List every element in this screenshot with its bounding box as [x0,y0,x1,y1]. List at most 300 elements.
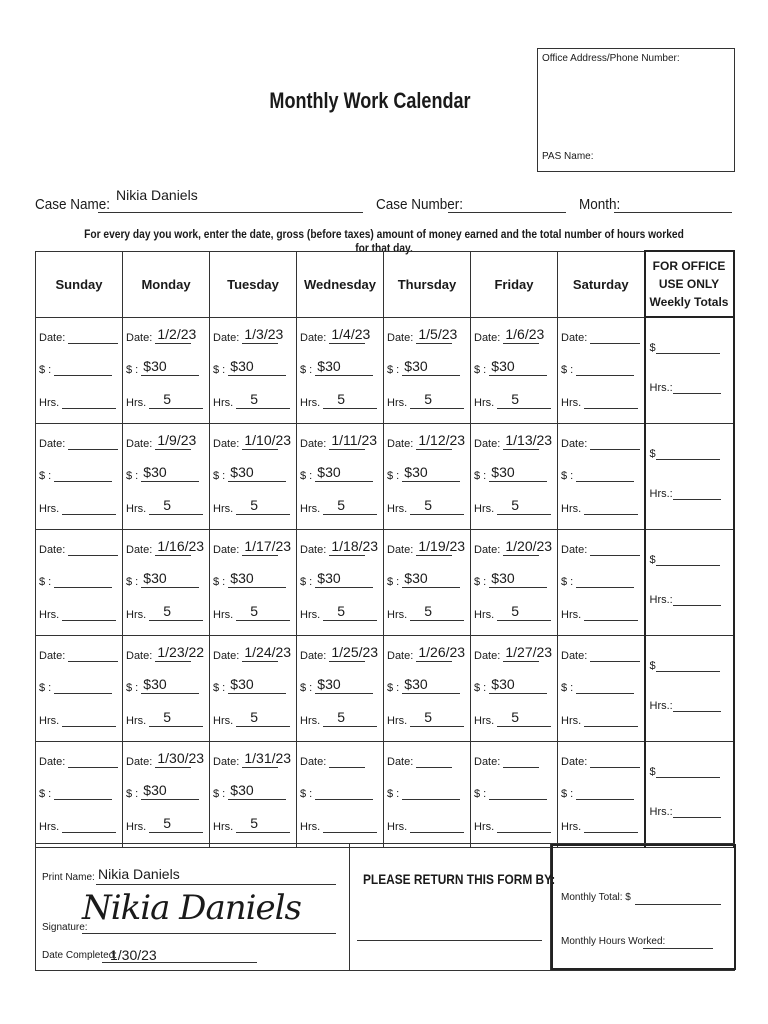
date-field[interactable] [213,750,292,768]
weekly-hours-field[interactable] [650,488,721,500]
weekly-dollar-line [656,342,720,354]
hrs-label: Hrs. [387,503,408,515]
page-title: Monthly Work Calendar [269,88,471,113]
amount-field[interactable] [300,676,373,694]
date-field[interactable] [561,438,640,450]
date-field[interactable] [126,325,197,344]
amount-field[interactable] [39,788,112,800]
hrs-field[interactable] [126,497,203,515]
hrs-field[interactable] [561,503,638,515]
hrs-field[interactable] [213,390,290,409]
date-field[interactable] [474,644,553,662]
hrs-label: Hrs. [213,609,234,621]
amount-label: $ : [213,788,226,800]
hrs-label: Hrs. [213,821,234,833]
hrs-label: Hrs. [39,503,60,515]
amount-line [576,364,634,376]
amount-line [576,470,634,482]
calendar-table [35,250,735,848]
hrs-field[interactable] [387,603,464,621]
weekly-hours-label: Hrs.: [649,382,673,394]
date-label: Date: [126,650,153,662]
hrs-field[interactable] [474,390,551,409]
amount-field[interactable] [39,576,112,588]
amount-label: $ : [39,363,52,376]
amount-line [141,357,199,376]
hrs-label: Hrs. [387,396,408,409]
amount-line [228,464,286,482]
amount-value: $30 [230,464,254,480]
monthly-total-line[interactable] [635,904,721,905]
weekly-hours-field[interactable] [650,382,721,394]
day-cell-friday [471,742,558,848]
amount-value: $30 [317,357,341,374]
date-value: 1/16/23 [157,538,205,554]
return-date-line[interactable] [357,940,542,941]
date-line [416,432,466,450]
weekly-dollar-label: $ [649,448,656,460]
date-line [590,650,640,662]
amount-field[interactable] [387,676,460,694]
date-label: Date: [213,331,240,344]
case-info-row [0,187,768,220]
amount-value: $30 [491,570,515,586]
date-field[interactable] [387,432,466,450]
amount-line [141,782,199,800]
case-number-line[interactable] [448,212,566,213]
amount-field[interactable] [39,682,112,694]
date-field[interactable] [561,650,640,662]
date-field[interactable] [561,756,640,768]
amount-field[interactable] [126,676,199,694]
date-line [242,750,292,768]
hrs-field[interactable] [213,497,290,515]
date-label: Date: [213,438,240,450]
weekly-dollar-line [656,554,720,566]
hrs-line [410,821,464,833]
hrs-line [149,603,203,621]
date-field[interactable] [387,644,466,662]
date-field[interactable] [561,544,640,556]
case-name-value: Nikia Daniels [116,187,198,203]
day-cell-tuesday [210,317,297,424]
case-name-label: Case Name: [35,196,111,213]
weekly-hours-line [673,806,721,818]
date-field[interactable] [126,432,197,450]
date-label: Date: [126,544,153,556]
amount-field[interactable] [300,357,373,376]
hrs-field[interactable] [126,709,203,727]
date-field[interactable] [39,650,118,662]
date-label: Date: [300,331,327,344]
date-field[interactable] [126,750,205,768]
hrs-label: Hrs. [213,715,234,727]
date-field[interactable] [126,538,205,556]
amount-field[interactable] [126,357,199,376]
hrs-field[interactable] [561,609,638,621]
amount-field[interactable] [474,676,547,694]
hrs-label: Hrs. [474,821,495,833]
date-label: Date: [300,756,327,768]
hrs-line [584,397,638,409]
case-name-line[interactable] [98,212,363,213]
amount-label: $ : [300,682,313,694]
date-field[interactable] [561,332,640,344]
hrs-field[interactable] [474,603,551,621]
day-cell-saturday [558,742,645,848]
weekly-hours-field[interactable] [650,806,721,818]
date-field[interactable] [300,325,371,344]
date-line [416,756,452,768]
date-label: Date: [126,331,153,344]
amount-field[interactable] [387,357,460,376]
date-label: Date: [213,650,240,662]
amount-field[interactable] [561,364,634,376]
amount-line [402,788,460,800]
hrs-value: 5 [511,709,520,725]
amount-label: $ : [213,363,226,376]
amount-label: $ : [474,470,487,482]
hrs-field[interactable] [300,497,377,515]
hrs-line [497,709,551,727]
amount-line [54,682,112,694]
day-cell-tuesday [210,636,297,742]
date-label: Date: [300,438,327,450]
date-field[interactable] [300,756,365,768]
date-label: Date: [561,544,588,556]
date-label: Date: [39,544,66,556]
hrs-field[interactable] [126,603,203,621]
day-cell-tuesday [210,742,297,848]
weekly-dollar-field[interactable] [650,660,720,672]
hrs-value: 5 [337,709,346,725]
amount-value: $30 [143,464,167,480]
date-field[interactable] [39,756,118,768]
day-cell-thursday [384,424,471,530]
date-field[interactable] [474,325,545,344]
day-cell-wednesday [297,636,384,742]
hrs-field[interactable] [300,821,377,833]
amount-value: $30 [491,357,515,374]
hrs-line [584,821,638,833]
hrs-line [323,603,377,621]
amount-value: $30 [143,357,167,374]
date-field[interactable] [213,325,284,344]
amount-label: $ : [387,576,400,588]
hrs-field[interactable] [39,821,116,833]
date-field[interactable] [300,538,379,556]
weekly-dollar-label: $ [649,554,656,566]
hrs-value: 5 [511,603,520,619]
hrs-field[interactable] [213,603,290,621]
weekly-dollar-line [656,660,720,672]
weekly-hours-label: Hrs.: [649,806,673,818]
amount-field[interactable] [300,570,373,588]
amount-line [54,470,112,482]
hrs-field[interactable] [213,815,290,833]
hrs-field[interactable] [300,709,377,727]
hrs-field[interactable] [39,715,116,727]
hrs-field[interactable] [126,390,203,409]
hrs-line [236,390,290,409]
day-cell-monday [123,317,210,424]
amount-label: $ : [474,363,487,376]
amount-field[interactable] [39,364,112,376]
amount-field[interactable] [213,676,286,694]
amount-label: $ : [387,470,400,482]
hrs-label: Hrs. [213,503,234,515]
date-field[interactable] [474,756,539,768]
date-field[interactable] [300,432,378,450]
date-value: 1/9/23 [157,432,197,448]
hrs-field[interactable] [561,715,638,727]
date-field[interactable] [126,644,205,662]
date-value: 1/19/23 [418,538,466,554]
day-cell-sunday [36,742,123,848]
date-value: 1/3/23 [244,325,284,342]
amount-field[interactable] [39,470,112,482]
date-label: Date: [561,650,588,662]
date-label: Date: [387,544,414,556]
amount-field[interactable] [126,782,199,800]
hrs-field[interactable] [387,821,464,833]
weekly-dollar-line [656,448,720,460]
amount-field[interactable] [474,788,547,800]
date-value: 1/24/23 [244,644,292,660]
date-line [155,644,205,662]
week-row [36,530,734,636]
amount-line [576,788,634,800]
office-header-line1: FOR OFFICE [652,259,726,273]
hrs-field[interactable] [387,497,464,515]
amount-label: $ : [300,576,313,588]
amount-label: $ : [300,788,313,800]
amount-field[interactable] [126,464,199,482]
day-cell-thursday [384,317,471,424]
hrs-field[interactable] [561,397,638,409]
amount-field[interactable] [387,788,460,800]
amount-label: $ : [561,788,574,800]
date-value: 1/4/23 [331,325,371,342]
hrs-field[interactable] [387,390,464,409]
day-header-monday: Monday [123,251,210,317]
week-row [36,424,734,530]
amount-field[interactable] [561,470,634,482]
hrs-label: Hrs. [561,396,582,409]
office-header-line3: Weekly Totals [649,295,729,309]
amount-field[interactable] [561,788,634,800]
day-cell-friday [471,424,558,530]
hrs-line [62,715,116,727]
date-value: 1/18/23 [331,538,379,554]
hrs-value: 5 [424,603,433,619]
date-line [155,325,197,344]
date-field[interactable] [474,538,553,556]
hrs-line [497,603,551,621]
signature: Nikia Daniels [82,888,301,928]
amount-line [315,357,373,376]
hrs-label: Hrs. [387,821,408,833]
amount-line [228,676,286,694]
date-field[interactable] [387,538,466,556]
amount-line [315,464,373,482]
date-line [242,538,292,556]
hrs-field[interactable] [474,709,551,727]
hrs-label: Hrs. [39,396,60,409]
date-field[interactable] [387,756,452,768]
day-cell-sunday [36,317,123,424]
amount-field[interactable] [126,570,199,588]
day-cell-sunday [36,530,123,636]
amount-value: $30 [404,357,428,374]
hrs-field[interactable] [474,821,551,833]
date-field[interactable] [387,325,458,344]
date-label: Date: [213,544,240,556]
amount-field[interactable] [213,782,286,800]
date-field[interactable] [39,332,118,344]
weekly-dollar-field[interactable] [650,342,720,354]
hrs-value: 5 [163,390,172,407]
weekly-dollar-field[interactable] [650,554,720,566]
month-line[interactable] [614,212,732,213]
date-label: Date: [39,331,66,344]
amount-value: $30 [230,357,254,374]
day-cell-sunday [36,424,123,530]
hrs-line [149,390,203,409]
hrs-line [323,390,377,409]
date-field[interactable] [300,644,379,662]
date-field[interactable] [39,544,118,556]
amount-field[interactable] [561,682,634,694]
hrs-field[interactable] [126,815,203,833]
date-field[interactable] [213,432,292,450]
hrs-field[interactable] [39,397,116,409]
date-value: 1/10/23 [244,432,292,448]
day-cell-thursday [384,742,471,848]
amount-line [54,364,112,376]
date-line [416,325,458,344]
date-value: 1/6/23 [505,325,545,342]
date-field[interactable] [213,644,292,662]
hrs-field[interactable] [39,503,116,515]
hrs-value: 5 [424,709,433,725]
hrs-field[interactable] [387,709,464,727]
weekly-dollar-label: $ [649,342,656,354]
amount-field[interactable] [387,570,460,588]
date-label: Date: [561,756,588,768]
amount-value: $30 [404,570,428,586]
amount-field[interactable] [213,464,286,482]
amount-line [141,464,199,482]
amount-field[interactable] [561,576,634,588]
amount-line [315,676,373,694]
amount-label: $ : [387,682,400,694]
date-line [68,650,118,662]
weekly-totals-cell [645,636,734,742]
amount-label: $ : [39,788,52,800]
monthly-hours-label: Monthly Hours Worked: [561,936,666,947]
instructions: For every day you work, enter the date, gross (before taxes) amount of money earned and the total number of hours worked for that day. [84,227,684,255]
hrs-field[interactable] [213,709,290,727]
weekly-dollar-field[interactable] [650,766,720,778]
hrs-label: Hrs. [126,503,147,515]
hrs-field[interactable] [39,609,116,621]
signature-line[interactable] [82,933,336,934]
amount-value: $30 [491,464,515,480]
amount-field[interactable] [213,570,286,588]
day-cell-tuesday [210,424,297,530]
hrs-label: Hrs. [561,821,582,833]
date-line [329,432,378,450]
monthly-hours-line[interactable] [643,948,713,949]
amount-field[interactable] [300,788,373,800]
week-row [36,636,734,742]
date-line [329,538,379,556]
date-label: Date: [213,756,240,768]
return-by-label: PLEASE RETURN THIS FORM BY: [363,871,556,887]
office-address-label: Office Address/Phone Number: [542,53,680,64]
print-name-line[interactable] [96,884,336,885]
hrs-field[interactable] [300,603,377,621]
hrs-label: Hrs. [126,396,147,409]
weekly-totals-cell [645,742,734,848]
date-line [416,538,466,556]
hrs-label: Hrs. [39,821,60,833]
date-field[interactable] [39,438,118,450]
day-cell-saturday [558,424,645,530]
date-label: Date: [561,331,588,344]
amount-label: $ : [213,576,226,588]
hrs-label: Hrs. [474,609,495,621]
hrs-field[interactable] [561,821,638,833]
hrs-line [149,497,203,515]
date-line [329,325,371,344]
amount-field[interactable] [474,570,547,588]
date-label: Date: [387,438,414,450]
amount-field[interactable] [387,464,460,482]
hrs-field[interactable] [300,390,377,409]
weekly-dollar-label: $ [649,766,656,778]
amount-field[interactable] [474,357,547,376]
hrs-line [236,497,290,515]
amount-field[interactable] [213,357,286,376]
amount-label: $ : [126,682,139,694]
amount-field[interactable] [300,464,373,482]
amount-line [489,676,547,694]
amount-line [576,682,634,694]
weekly-hours-field[interactable] [650,700,721,712]
footer-signature-panel [36,844,350,970]
hrs-label: Hrs. [300,821,321,833]
amount-value: $30 [143,782,167,798]
hrs-value: 5 [337,603,346,619]
date-field[interactable] [213,538,292,556]
weekly-hours-field[interactable] [650,594,721,606]
amount-label: $ : [387,363,400,376]
date-label: Date: [300,544,327,556]
amount-value: $30 [404,676,428,692]
weekly-dollar-label: $ [649,660,656,672]
amount-line [54,788,112,800]
hrs-field[interactable] [474,497,551,515]
date-label: Date: [387,650,414,662]
weekly-dollar-field[interactable] [650,448,720,460]
date-label: Date: [387,756,414,768]
amount-line [228,782,286,800]
amount-label: $ : [474,682,487,694]
amount-field[interactable] [474,464,547,482]
date-field[interactable] [474,432,553,450]
